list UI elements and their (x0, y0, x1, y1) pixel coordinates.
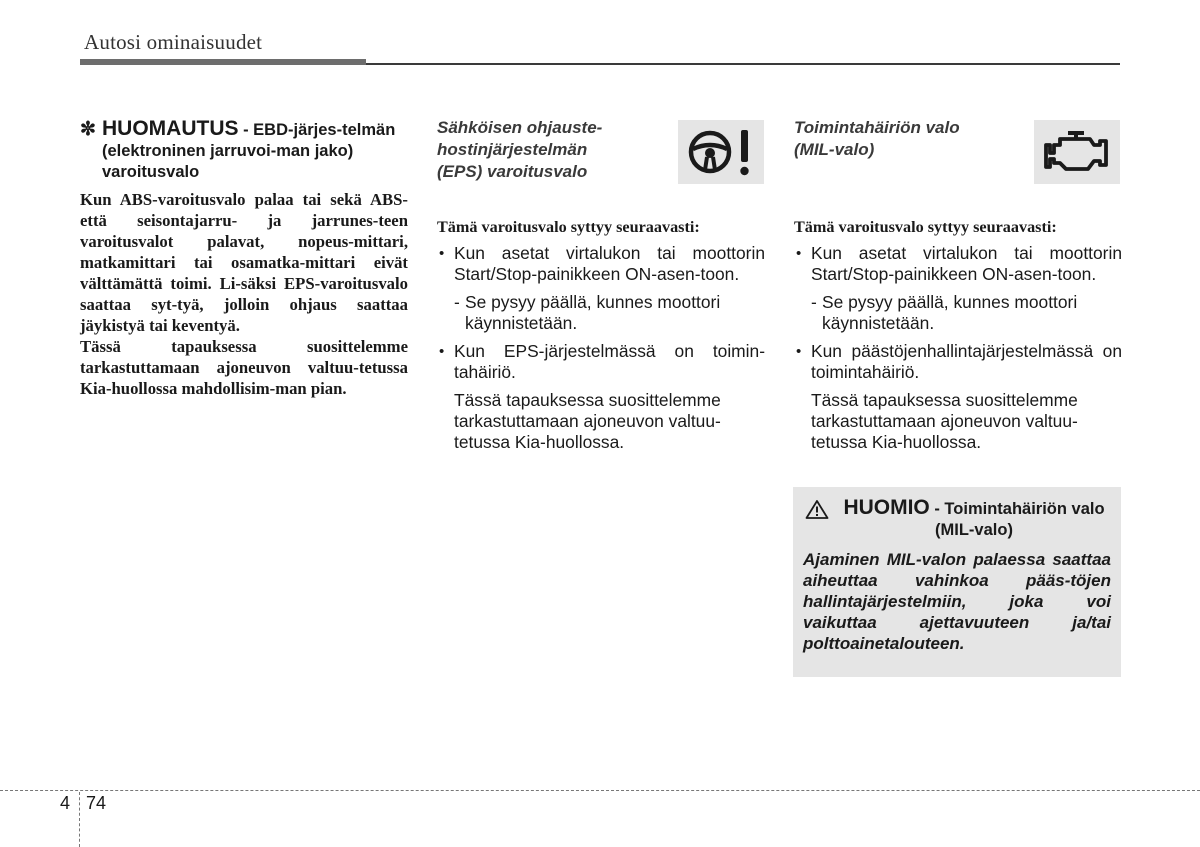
eps-dash-1: - Se pysyy päällä, kunnes moottori käynnistetään. (454, 292, 721, 333)
eps-bullet-1: • Kun asetat virtalukon tai moottorin Start/Stop-painikkeen ON-asen-toon. (437, 243, 765, 285)
eps-body (437, 243, 765, 453)
mil-lead-text: Tämä varoitusvalo syttyy seuraavasti: (794, 218, 1057, 236)
eps-steering-warning-icon (686, 125, 756, 179)
mil-dash-1: - Se pysyy päällä, kunnes moottori käynnistetään. (811, 292, 1078, 333)
warning-triangle-icon (805, 499, 829, 525)
chapter-number: 4 (60, 793, 71, 813)
eps-title-line-2: hostinjärjestelmän (437, 140, 588, 159)
note-title: - EBD-järjes-telmän (elektroninen jarruvoi-man jako) varoitusvalo (102, 121, 396, 181)
caution-text: Ajaminen MIL-valon palaessa saattaa aiheuttaa vahinkoa pääs-töjen hallintajärjestelmiin, joka voi vaikuttaa ajettavuuteen ja/tai polttoainetalouteen. (803, 550, 1111, 653)
mil-bullet-1: • Kun asetat virtalukon tai moottorin Start/Stop-painikkeen ON-asen-toon. (794, 243, 1122, 285)
eps-section-title (437, 117, 667, 183)
note-paragraph-1: Kun ABS-varoitusvalo palaa tai sekä ABS- että seisontajarru- ja jarrunes-teen varoitusvalot palavat, nopeus-mittari, matkamittari tai osamatka-mittari eivät välttämättä toimi. Li-säksi EPS-varoitusvalo saattaa syt-tyä, jolloin ohjaus saattaa jäykistyä tai keventyä. (80, 190, 408, 335)
caution-heading (803, 497, 1111, 541)
eps-followup: Tässä tapauksessa suosittelemme tarkastuttamaan ajoneuvon valtuu-tetussa Kia-huollossa. (454, 390, 721, 452)
eps-icon-box (678, 120, 764, 184)
caution-title: - Toimintahäiriön valo (MIL-valo) (929, 500, 1105, 539)
header-rule-thin (366, 63, 1120, 65)
mil-dash-1-text: Se pysyy päällä, kunnes moottori käynnistetään. (822, 292, 1078, 333)
mil-body (794, 243, 1122, 453)
note-section (80, 118, 408, 399)
note-heading (80, 118, 408, 183)
note-paragraph-2: Tässä tapauksessa suosittelemme tarkastuttamaan ajoneuvon valtuu-tetussa Kia-huollossa mahdollisim-man pian. (80, 337, 408, 398)
header-rule-thick (80, 59, 366, 65)
eps-bullet-2: • Kun EPS-järjestelmässä on toimin-tahäiriö. (437, 341, 765, 383)
note-star-icon: ✼ (80, 119, 96, 140)
eps-title-line-3: (EPS) varoitusvalo (437, 162, 588, 181)
note-body (80, 189, 408, 399)
footer-dashed-divider (79, 792, 80, 847)
mil-icon-box (1034, 120, 1120, 184)
footer-dashed-rule (0, 790, 1200, 791)
note-label: HUOMAUTUS (102, 117, 239, 140)
mil-title-line-1: Toimintahäiriön valo (794, 118, 960, 137)
page-number: 74 (86, 793, 107, 813)
mil-section-title (794, 117, 1024, 161)
caution-box (793, 487, 1121, 677)
engine-check-icon (1042, 129, 1112, 175)
mil-title-line-2: (MIL-valo) (794, 140, 875, 159)
eps-lead-text: Tämä varoitusvalo syttyy seuraavasti: (437, 218, 700, 236)
eps-dash-1-text: Se pysyy päällä, kunnes moottori käynnistetään. (465, 292, 721, 333)
eps-title-line-1: Sähköisen ohjauste- (437, 118, 603, 137)
mil-bullet-2: • Kun päästöjenhallintajärjestelmässä on toimintahäiriö. (794, 341, 1122, 383)
mil-followup: Tässä tapauksessa suosittelemme tarkastuttamaan ajoneuvon valtuu-tetussa Kia-huollossa. (811, 390, 1078, 452)
caution-label: HUOMIO (843, 496, 930, 519)
running-header-title: Autosi ominaisuudet (84, 30, 263, 54)
